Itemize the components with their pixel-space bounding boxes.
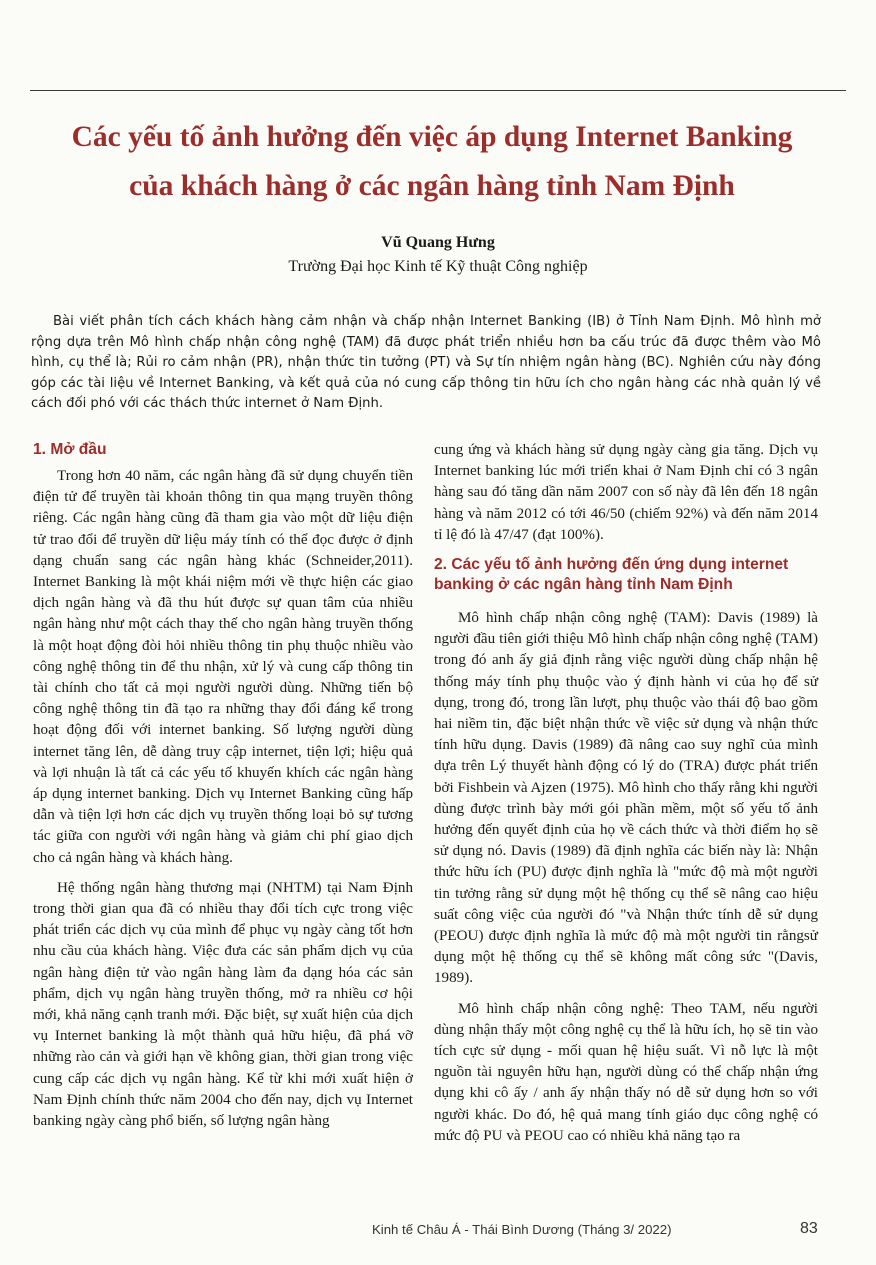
section-1-heading: 1. Mở đầu [33,441,107,458]
section-1-paragraph-2-continued: cung ứng và khách hàng sử dụng ngày càng gia tăng. Dịch vụ Internet banking lúc mới triển khai ở Nam Định chỉ có 3 ngân hàng sau đó tăng dần năm 2007 con số này đã lên đến 18 ngân hàng và năm 2012 có tới 46/50 (chiếm 92%) và đến năm 2014 tỉ lệ đó là 47/47 (đạt 100%). [434,442,818,543]
title-line-1: Các yếu tố ảnh hưởng đến việc áp dụng Internet Banking [71,121,793,153]
header-rule [30,90,846,91]
section-1-paragraph-2: Hệ thống ngân hàng thương mại (NHTM) tại Nam Định trong thời gian qua đã có nhiều thay đổi tích cực trong việc phát triển các dịch vụ của mình để phục vụ ngày càng tốt hơn nhu cầu của khách hàng. Việc đưa các sản phẩm dịch vụ của ngân hàng điện tử vào ngân hàng làm đa dạng hóa các sản phẩm, dịch vụ ngân hàng truyền thống, mở ra nhiều cơ hội mới, khả năng cạnh tranh mới. Đặc biệt, sự xuất hiện của dịch vụ Internet banking là một thành quả hữu hiệu, đã phá vỡ những rào cản và giới hạn về không gian, thời gian trong việc cung cấp các dịch vụ ngân hàng. Kể từ khi mới xuất hiện ở Nam Định chính thức năm 2004 cho đến nay, dịch vụ Internet banking ngày càng phổ biến, số lượng ngân hàng [33,879,413,1130]
journal-name: Kinh tế Châu Á - Thái Bình Dương (Tháng 3/ 2022) [372,1222,672,1237]
section-2-paragraph-1: Mô hình chấp nhận công nghệ (TAM): Davis (1989) là người đầu tiên giới thiệu Mô hình chấp nhận công nghệ (TAM) trong đó anh ấy giả định rằng việc người dùng chấp nhận hệ thống máy tính phụ thuộc vào ý định hành vi của họ để sử dụng, trong đó, trong lần lượt, phụ thuộc vào thái độ bao gồm hai niềm tin, đặc biệt nhận thức về việc sử dụng và nhận thức tính hữu dụng. Davis (1989) đã nâng cao suy nghĩ của mình dựa trên Lý thuyết hành động có lý do (TRA) được phát triển bởi Fishbein và Ajzen (1975). Mô hình cho thấy rằng khi người dùng được trình bày mới gói phần mềm, một số yếu tố ảnh hưởng đến quyết định của họ về cách thức và thời điểm họ sẽ sử dụng nó. Davis (1989) đã định nghĩa các biến này là: Nhận thức hữu ích (PU) được định nghĩa là "mức độ mà một người tin tưởng rằng sử dụng một hệ thống cụ thể sẽ nâng cao hiệu suất công việc của người đó "và Nhận thức tính dễ sử dụng (PEOU) được định nghĩa là mức độ mà một người tin rằngsử dụng một hệ thống cụ thể sẽ không mất công sức "(Davis, 1989). [434,610,818,987]
section-2-heading: 2. Các yếu tố ảnh hưởng đến ứng dụng internet banking ở các ngân hàng tỉnh Nam Định [434,556,789,594]
abstract-text: Bài viết phân tích cách khách hàng cảm nhận và chấp nhận Internet Banking (IB) ở Tỉnh Nam Định. Mô hình mở rộng dựa trên Mô hình chấp nhận công nghệ (TAM) đã được phát triển nhiều hơn ba cấu trúc đã được thêm vào Mô hình, cụ thể là; Rủi ro cảm nhận (PR), nhận thức tin tưởng (PT) và Sự tín nhiệm ngân hàng (BC). Nghiên cứu này đóng góp các tài liệu về Internet Banking, và kết quả của nó cung cấp thông tin hữu ích cho ngân hàng các nhà quản lý về cách đối phó với các thách thức internet ở Nam Định. [31,314,821,412]
author-affiliation: Trường Đại học Kinh tế Kỹ thuật Công nghiệp [288,258,588,275]
author-name: Vũ Quang Hưng [381,234,495,251]
page-number: 83 [800,1220,818,1237]
left-column [33,440,413,1141]
section-1-paragraph-1: Trong hơn 40 năm, các ngân hàng đã sử dụng chuyển tiền điện tử để truyền tài khoản thông tin qua mạng truyền thông riêng. Các ngân hàng cũng đã tham gia vào một dữ liệu điện tử trao đổi để truyền dữ liệu máy tính có thể đọc được ở định dạng chuẩn sang các ngân hàng khác (Schneider,2011). Internet Banking là một khái niệm mới về thực hiện các giao dịch ngân hàng và đã thu hút được sự quan tâm của nhiều ngân hàng như một cách thay thế cho ngân hàng truyền thống là một hoạt động đòi hỏi nhiều thông tin phụ thuộc nhiều vào công nghệ thông tin để thu nhận, xử lý và cung cấp thông tin tài chính cho tất cả mọi người người dùng. Những tiến bộ công nghệ thông tin đã tạo ra những thay đổi đáng kể trong hoạt động đối với internet banking. Số lượng người dùng internet tăng lên, dễ dàng truy cập internet, tiện lợi; hiệu quả và lợi nhuận là tất cả các yếu tố khuyến khích các ngân hàng áp dụng internet banking. Dịch vụ Internet Banking cũng hấp dẫn và tiện lợi hơn các dịch vụ truyền thống loại bỏ sự tương tác giữa con người với ngân hàng và giảm chi phí giao dịch cho cả ngân hàng và khách hàng. [33,468,413,866]
right-column [434,440,818,1156]
title-line-2: của khách hàng ở các ngân hàng tỉnh Nam Định [129,170,735,202]
section-2-paragraph-2: Mô hình chấp nhận công nghệ: Theo TAM, nếu người dùng nhận thấy một công nghệ cụ thể là hữu ích, họ sẽ tin vào tích cực sử dụng - mối quan hệ hiệu suất. Vì nỗ lực là một nguồn tài nguyên hữu hạn, người dùng có thể chấp nhận ứng dụng khi cô ấy / anh ấy nhận thấy nó dễ sử dụng hơn so với người khác. Do đó, hệ quả mang tính giáo dục công nghệ có mức độ PU và PEOU cao có nhiều khả năng tạo ra [434,1000,818,1144]
article-title [22,113,842,211]
abstract [31,312,821,415]
page-footer [0,1222,876,1242]
